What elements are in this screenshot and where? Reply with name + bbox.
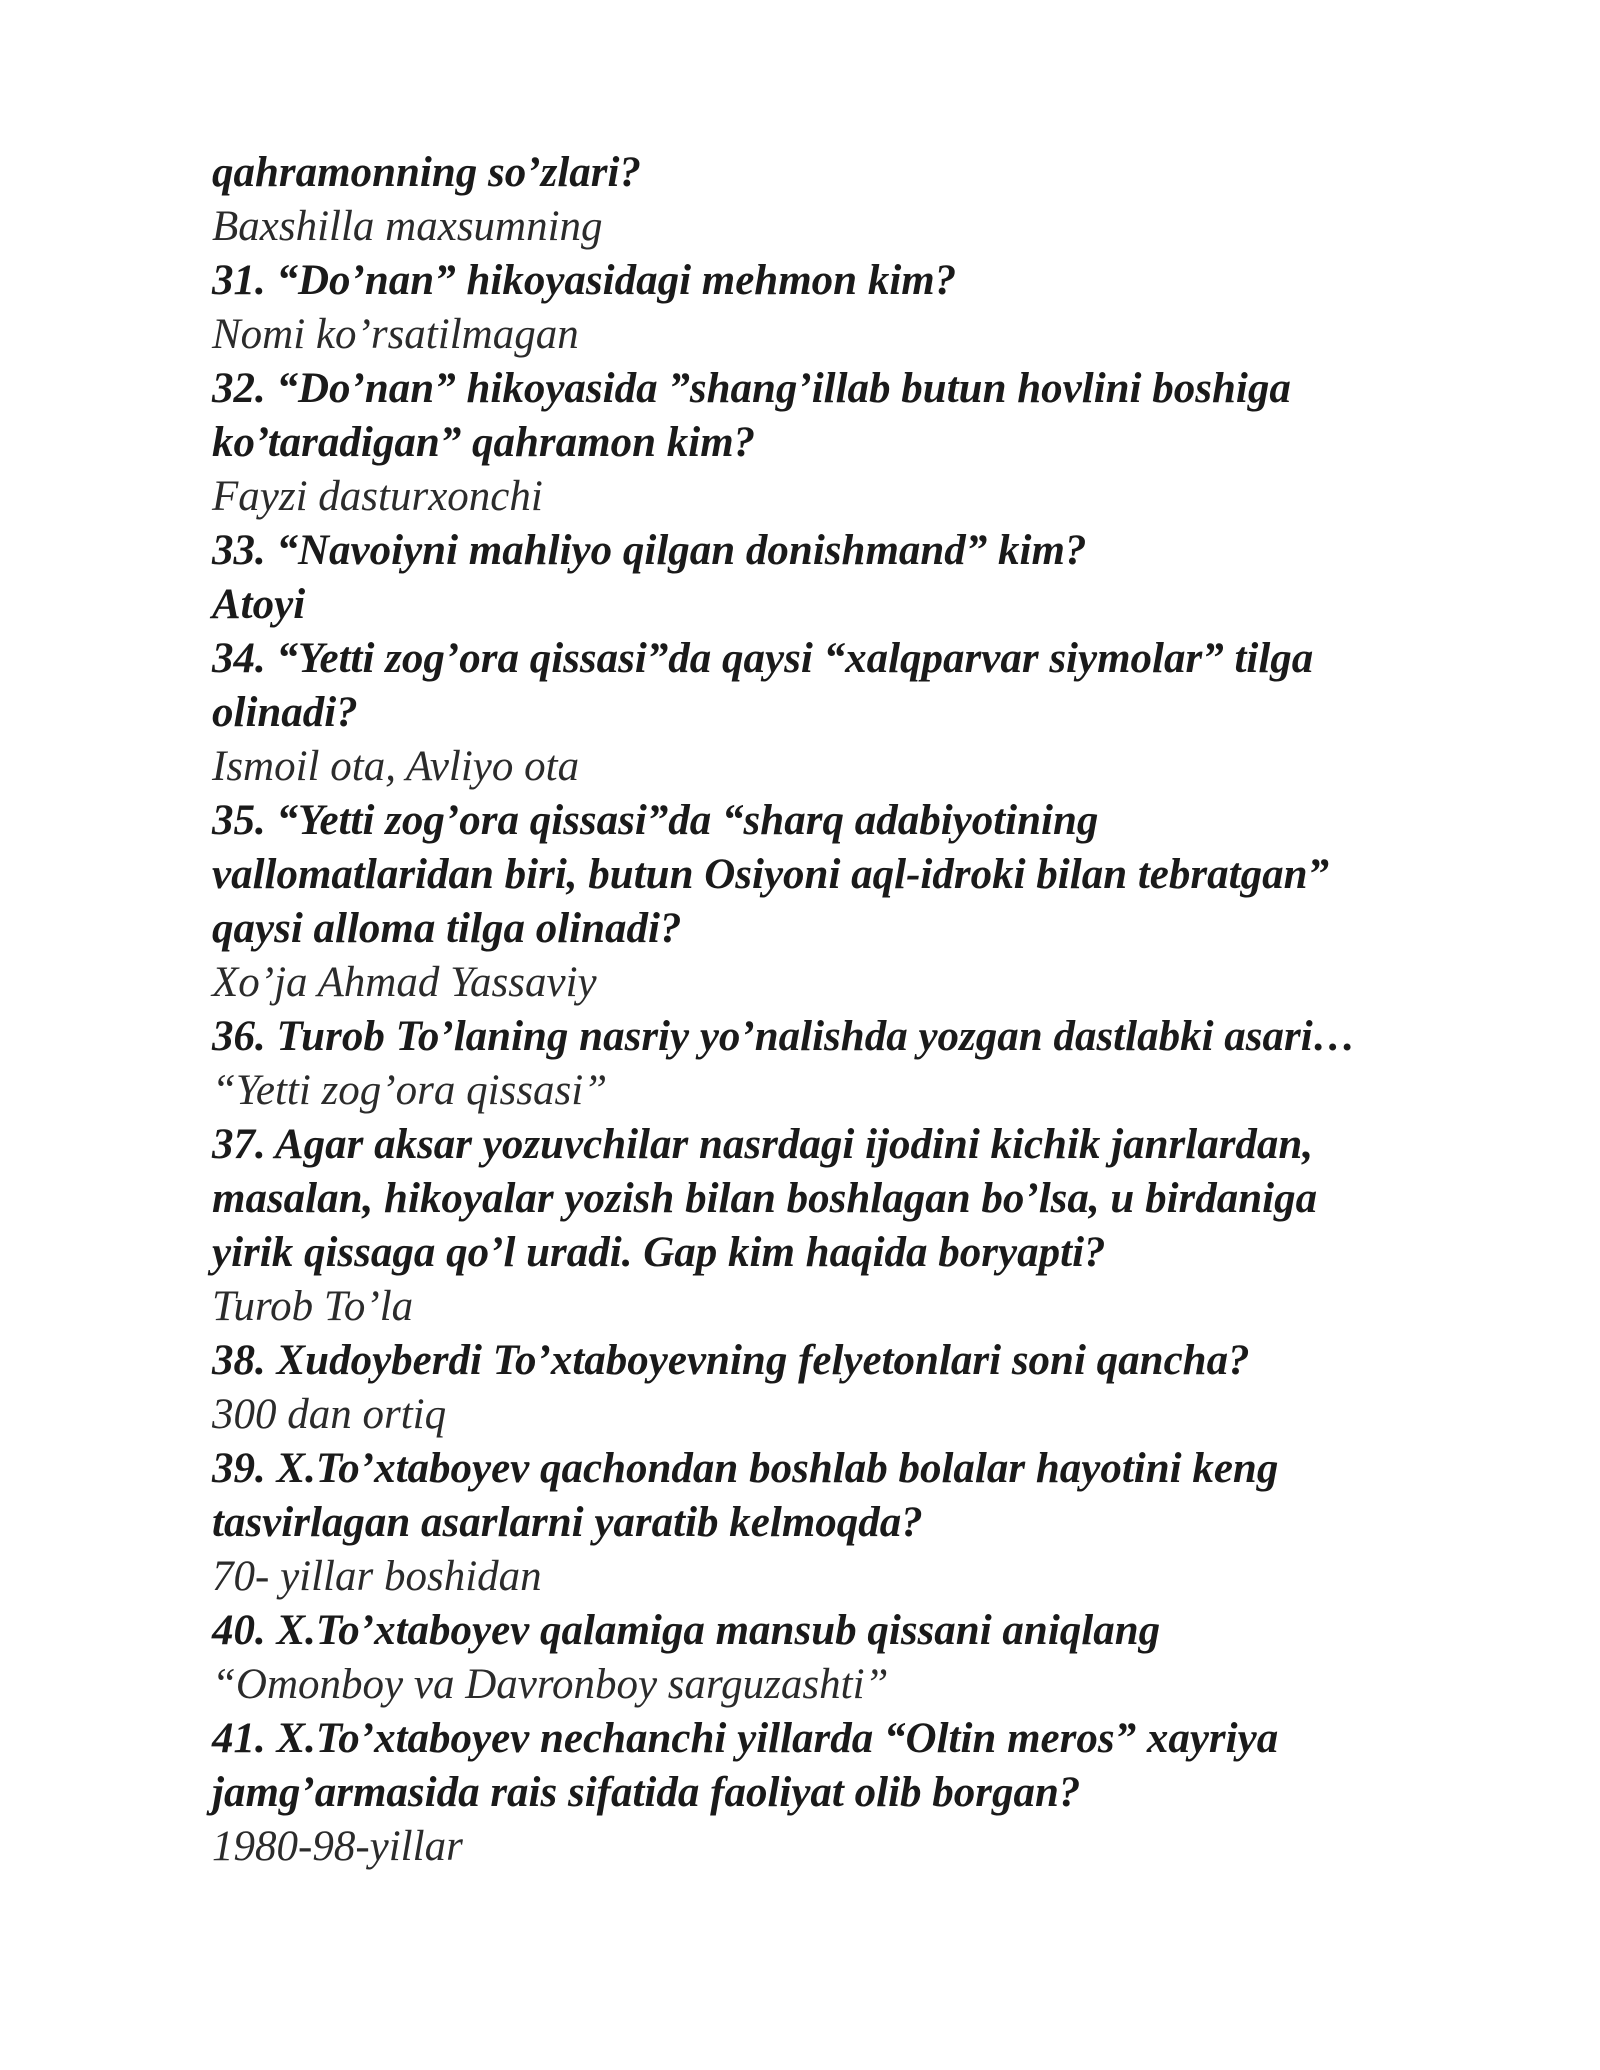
answer-33: Atoyi [212, 581, 306, 628]
question-39-line-2: tasvirlagan asarlarni yaratib kelmoqda? [212, 1499, 923, 1546]
question-31: 31. “Do’nan” hikoyasidagi mehmon kim? [212, 257, 957, 304]
question-30-tail: qahramonning so’zlari? [212, 149, 641, 196]
question-36: 36. Turob To’laning nasriy yo’nalishda yozgan dastlabki asari… [212, 1013, 1356, 1060]
question-41-line-2: jamg’armasida rais sifatida faoliyat olib borgan? [212, 1769, 1081, 1816]
question-35-line-1: 35. “Yetti zog’ora qissasi”da “sharq adabiyotining [212, 797, 1099, 844]
document-page [212, 146, 1502, 1874]
question-34-line-1: 34. “Yetti zog’ora qissasi”da qaysi “xalqparvar siymolar” tilga [212, 635, 1314, 682]
question-40: 40. X.To’xtaboyev qalamiga mansub qissani aniqlang [212, 1607, 1161, 1654]
question-37-line-3: yirik qissaga qo’l uradi. Gap kim haqida boryapti? [212, 1229, 1106, 1276]
question-35-line-3: qaysi alloma tilga olinadi? [212, 905, 682, 952]
question-38: 38. Xudoyberdi To’xtaboyevning felyetonlari soni qancha? [212, 1337, 1250, 1384]
answer-41: 1980-98-yillar [212, 1823, 463, 1870]
answer-32: Fayzi dasturxonchi [212, 473, 543, 520]
question-32-line-2: ko’taradigan” qahramon kim? [212, 419, 756, 466]
question-39-line-1: 39. X.To’xtaboyev qachondan boshlab bolalar hayotini keng [212, 1445, 1279, 1492]
question-37-line-1: 37. Agar aksar yozuvchilar nasrdagi ijodini kichik janrlardan, [212, 1121, 1314, 1168]
question-41-line-1: 41. X.To’xtaboyev nechanchi yillarda “Oltin meros” xayriya [212, 1715, 1279, 1762]
answer-30: Baxshilla maxsumning [212, 203, 603, 250]
answer-38: 300 dan ortiq [212, 1391, 447, 1438]
answer-39: 70- yillar boshidan [212, 1553, 542, 1600]
answer-40: “Omonboy va Davronboy sarguzashti” [212, 1661, 889, 1708]
answer-35: Xo’ja Ahmad Yassaviy [212, 959, 597, 1006]
question-35-line-2: vallomatlaridan biri, butun Osiyoni aql-idroki bilan tebratgan” [212, 851, 1329, 898]
answer-31: Nomi ko’rsatilmagan [212, 311, 579, 358]
answer-37: Turob To’la [212, 1283, 414, 1330]
answer-34: Ismoil ota, Avliyo ota [212, 743, 580, 790]
question-32-line-1: 32. “Do’nan” hikoyasida ”shang’illab butun hovlini boshiga [212, 365, 1291, 412]
answer-36: “Yetti zog’ora qissasi” [212, 1067, 608, 1114]
question-33: 33. “Navoiyni mahliyo qilgan donishmand” kim? [212, 527, 1087, 574]
question-34-line-2: olinadi? [212, 689, 358, 736]
question-37-line-2: masalan, hikoyalar yozish bilan boshlagan bo’lsa, u birdaniga [212, 1175, 1318, 1222]
